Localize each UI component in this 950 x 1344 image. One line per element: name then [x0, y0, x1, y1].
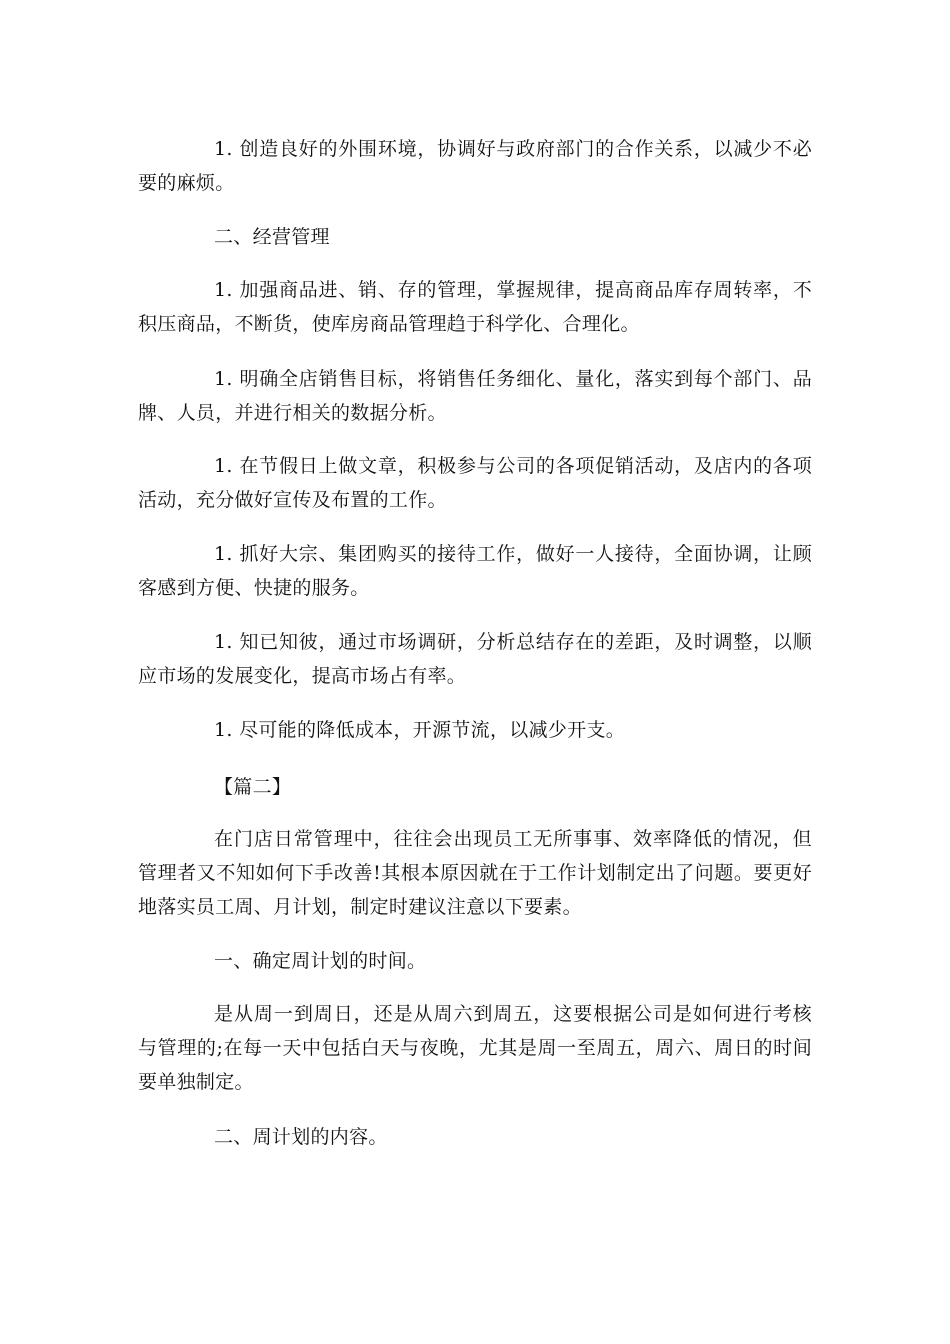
paragraph-reduce-costs: 1. 尽可能的降低成本，开源节流，以减少开支。 [214, 719, 626, 741]
section-heading-operations: 二、经营管理 [214, 226, 330, 248]
section-heading-weekly-plan-time: 一、确定周计划的时间。 [214, 950, 427, 972]
paragraph-group-purchases: 1. 抓好大宗、集团购买的接待工作，做好一人接待，全面协调，让顾客感到方便、快捷的服务。 [138, 543, 812, 599]
paragraph-holiday-promotions: 1. 在节假日上做文章，积极参与公司的各项促销活动，及店内的各项活动，充分做好宣传及布置的工作。 [138, 455, 812, 511]
paragraph-inventory-management: 1. 加强商品进、销、存的管理，掌握规律，提高商品库存周转率，不积压商品，不断货，使库房商品管理趋于科学化、合理化。 [138, 279, 812, 335]
paragraph-market-research: 1. 知已知彼，通过市场调研，分析总结存在的差距，及时调整，以顺应市场的发展变化，提高市场占有率。 [138, 631, 812, 687]
paragraph-weekly-plan-time: 是从周一到周日，还是从周六到周五，这要根据公司是如何进行考核与管理的;在每一天中包括白天与夜晚，尤其是周一至周五，周六、周日的时间要单独制定。 [138, 1003, 812, 1093]
section-heading-weekly-plan-content: 二、周计划的内容。 [214, 1126, 388, 1148]
paragraph-external-environment: 1. 创造良好的外围环境，协调好与政府部门的合作关系，以减少不必要的麻烦。 [138, 138, 812, 194]
paragraph-store-management-intro: 在门店日常管理中，往往会出现员工无所事事、效率降低的情况，但管理者又不知如何下手改善!其根本原因就在于工作计划制定出了问题。要更好地落实员工周、月计划，制定时建议注意以下要素。 [138, 828, 812, 918]
paragraph-sales-targets: 1. 明确全店销售目标，将销售任务细化、量化，落实到每个部门、品牌、人员，并进行相关的数据分析。 [138, 368, 812, 424]
section-heading-part-two: 【篇二】 [214, 776, 292, 798]
